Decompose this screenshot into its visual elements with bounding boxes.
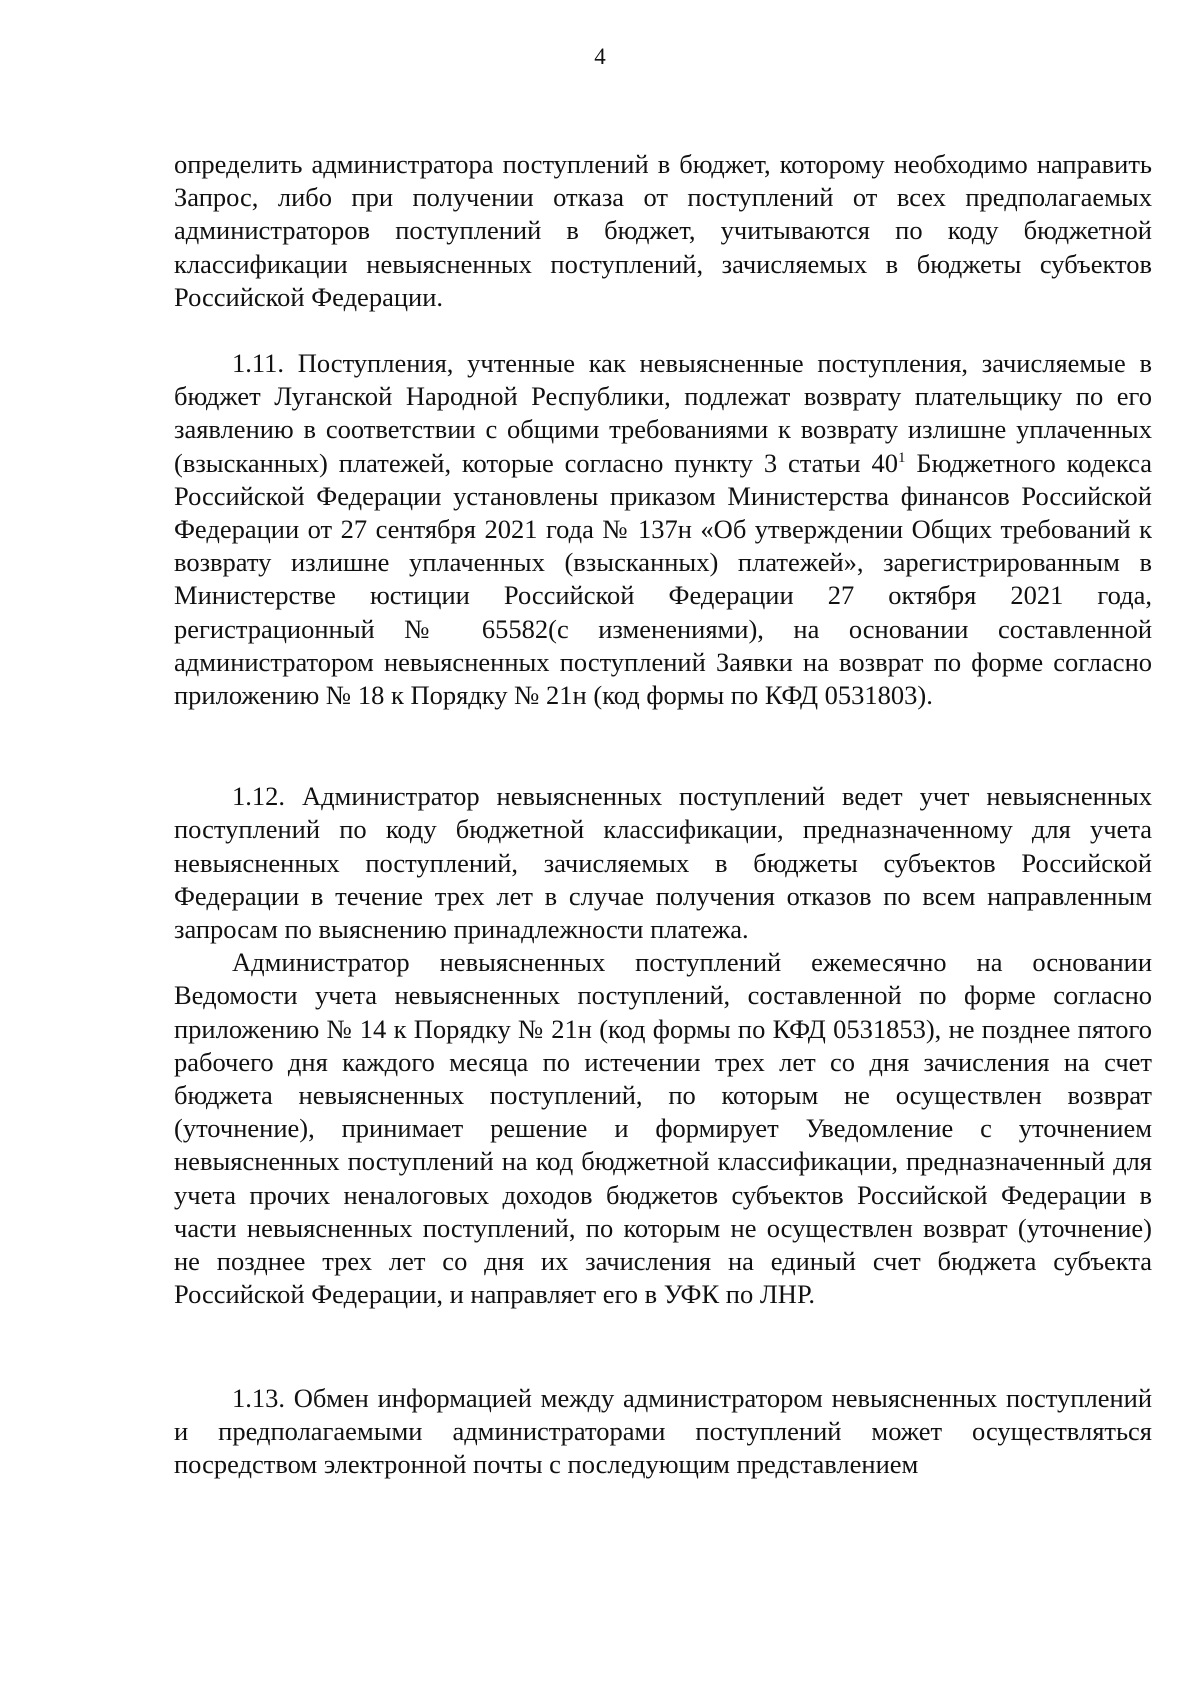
page-number: 4 [594, 44, 606, 69]
paragraph-1-11 [174, 347, 1152, 712]
superscript-1: 1 [898, 449, 906, 466]
paragraph-1-12: 1.12. Администратор невыясненных поступлений ведет учет невыясненных поступлений по коду бюджетной классификации, предназначенному для учета невыясненных поступлений, зачисляемых в бюджеты субъектов Российской Федерации в течение трех лет в случае получения отказов по всем направленным запросам по выяснению принадлежности платежа. [174, 781, 1152, 945]
paragraph-1-12-continued: Администратор невыясненных поступлений ежемесячно на основании Ведомости учета невыясненных поступлений, составленной по форме согласно приложению № 14 к Порядку № 21н (код формы по КФД 0531853), не позднее пятого рабочего дня каждого месяца по истечении трех лет со дня зачисления на счет бюджета невыясненных поступлений, по которым не осуществлен возврат (уточнение), принимает решение и формирует Уведомление с уточнением невыясненных поступлений на код бюджетной классификации, предназначенный для учета прочих неналоговых доходов бюджетов субъектов Российской Федерации в части невыясненных поступлений, по которым не осуществлен возврат (уточнение) не позднее трех лет со дня их зачисления на единый счет бюджета субъекта Российской Федерации, и направляет его в УФК по ЛНР. [174, 947, 1152, 1310]
paragraph-1-13: 1.13. Обмен информацией между администратором невыясненных поступлений и предполагаемыми администраторами поступлений может осуществляться посредством электронной почты с последующим представлением [174, 1382, 1152, 1479]
paragraph-1-11-part-a: 1.11. Поступления, учтенные как невыясненные поступления, зачисляемые в бюджет Луганской Народной Республики, подлежат возврату плательщику по его заявлению в соответствии с общими требованиями к возврату излишне уплаченных (взысканных) платежей, которые согласно пункту 3 статьи 40 [174, 348, 1152, 478]
document-body [174, 148, 1152, 1481]
paragraph-1-11-part-b: Бюджетного кодекса Российской Федерации установлены приказом Министерства финансов Российской Федерации от 27 сентября 2021 года № 137н «Об утверждении Общих требований к возврату излишне уплаченных (взысканных) платежей», зарегистрированным в Министерстве юстиции Российской Федерации 27 октября 2021 года, регистрационный № 65582(с изменениями), на основании составленной администратором невыясненных поступлений Заявки на возврат по форме согласно приложению № 18 к Порядку № 21н (код формы по КФД 0531803). [174, 447, 1152, 711]
paragraph-continuation: определить администратора поступлений в бюджет, которому необходимо направить Запрос, либо при получении отказа от поступлений от всех предполагаемых администраторов поступлений в бюджет, учитываются по коду бюджетной классификации невыясненных поступлений, зачисляемых в бюджеты субъектов Российской Федерации. [174, 149, 1152, 312]
